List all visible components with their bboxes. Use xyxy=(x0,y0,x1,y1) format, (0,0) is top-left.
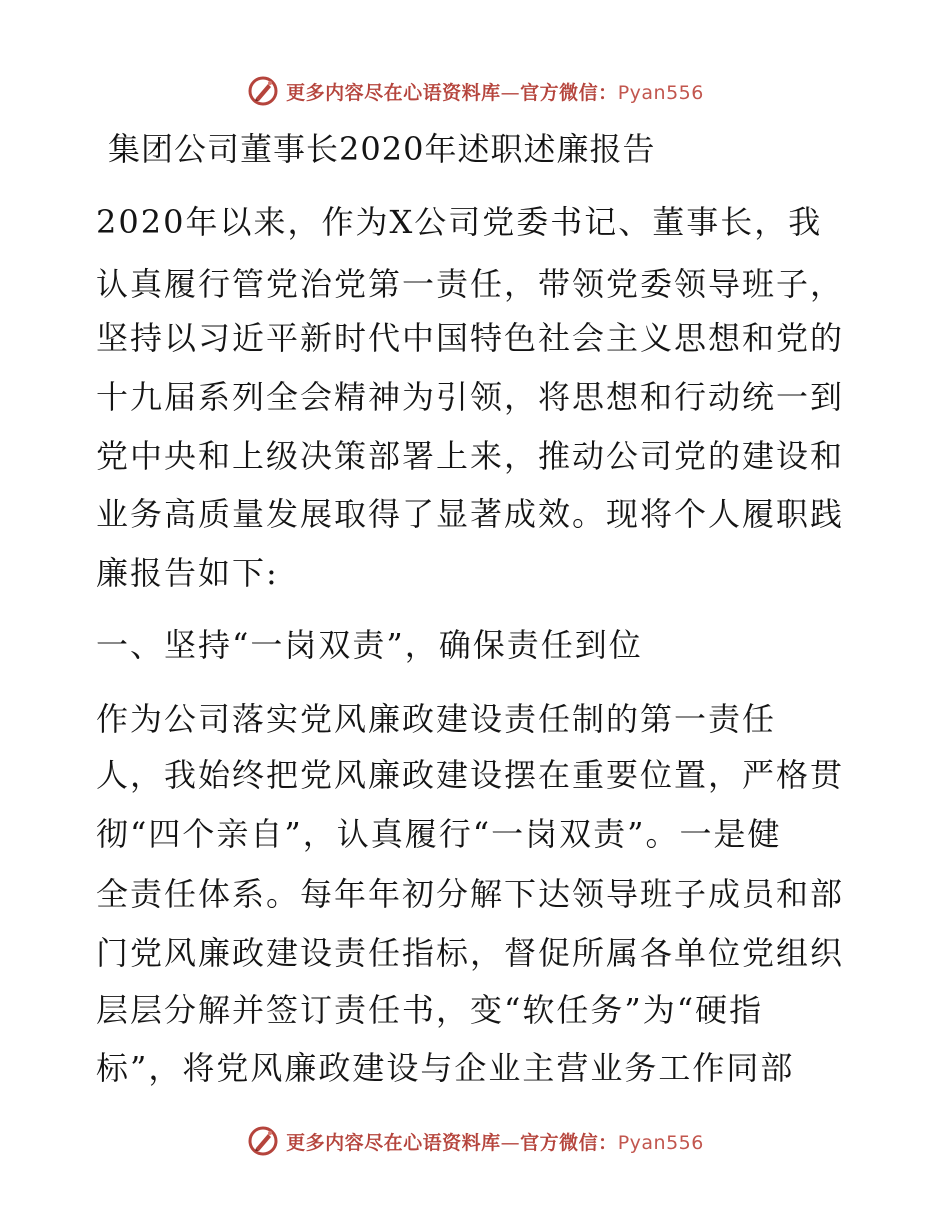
footer-watermark xyxy=(0,1121,950,1161)
body-line: 彻“四个亲自”，认真履行“一岗双责”。一是健 xyxy=(96,815,782,853)
body-line: 标”，将党风廉政建设与企业主营业务工作同部 xyxy=(96,1049,795,1087)
watermark-account: Pyan556 xyxy=(617,1131,704,1154)
watermark-brand: 更多内容尽在心语资料库 xyxy=(286,1131,501,1154)
body-line: 2020年以来，作为X公司党委书记、董事长，我 xyxy=(96,203,823,241)
watermark-channel: 官方微信： xyxy=(520,81,618,104)
body-line: 十九届系列全会精神为引领，将思想和行动统一到 xyxy=(96,378,845,416)
body-line: 作为公司落实党风廉政建设责任制的第一责任 xyxy=(96,700,777,738)
watermark-account: Pyan556 xyxy=(617,81,704,104)
watermark-separator: — xyxy=(500,81,521,104)
watermark-brand: 更多内容尽在心语资料库 xyxy=(286,81,501,104)
watermark-text xyxy=(286,78,704,105)
body-line: 坚持以习近平新时代中国特色社会主义思想和党的 xyxy=(96,319,845,357)
body-line: 廉报告如下: xyxy=(96,554,279,592)
pen-circle-logo-icon xyxy=(246,1124,280,1158)
body-line: 党中央和上级决策部署上来，推动公司党的建设和 xyxy=(96,437,845,475)
body-line: 层层分解并签订责任书，变“软任务”为“硬指 xyxy=(96,991,764,1029)
header-watermark xyxy=(0,71,950,111)
document-title: 集团公司董事长2020年述职述廉报告 xyxy=(108,130,656,168)
watermark-text xyxy=(286,1128,704,1155)
body-line: 门党风廉政建设责任指标，督促所属各单位党组织 xyxy=(96,934,845,972)
watermark-channel: 官方微信： xyxy=(520,1131,618,1154)
watermark-separator: — xyxy=(500,1131,521,1154)
body-line: 人，我始终把党风廉政建设摆在重要位置，严格贯 xyxy=(96,756,845,794)
body-line: 业务高质量发展取得了显著成效。现将个人履职践 xyxy=(96,495,845,533)
section-heading: 一、坚持“一岗双责”，确保责任到位 xyxy=(96,626,643,664)
pen-circle-logo-icon xyxy=(246,74,280,108)
body-line: 认真履行管党治党第一责任，带领党委领导班子， xyxy=(96,265,845,303)
body-line: 全责任体系。每年年初分解下达领导班子成员和部 xyxy=(96,875,845,913)
